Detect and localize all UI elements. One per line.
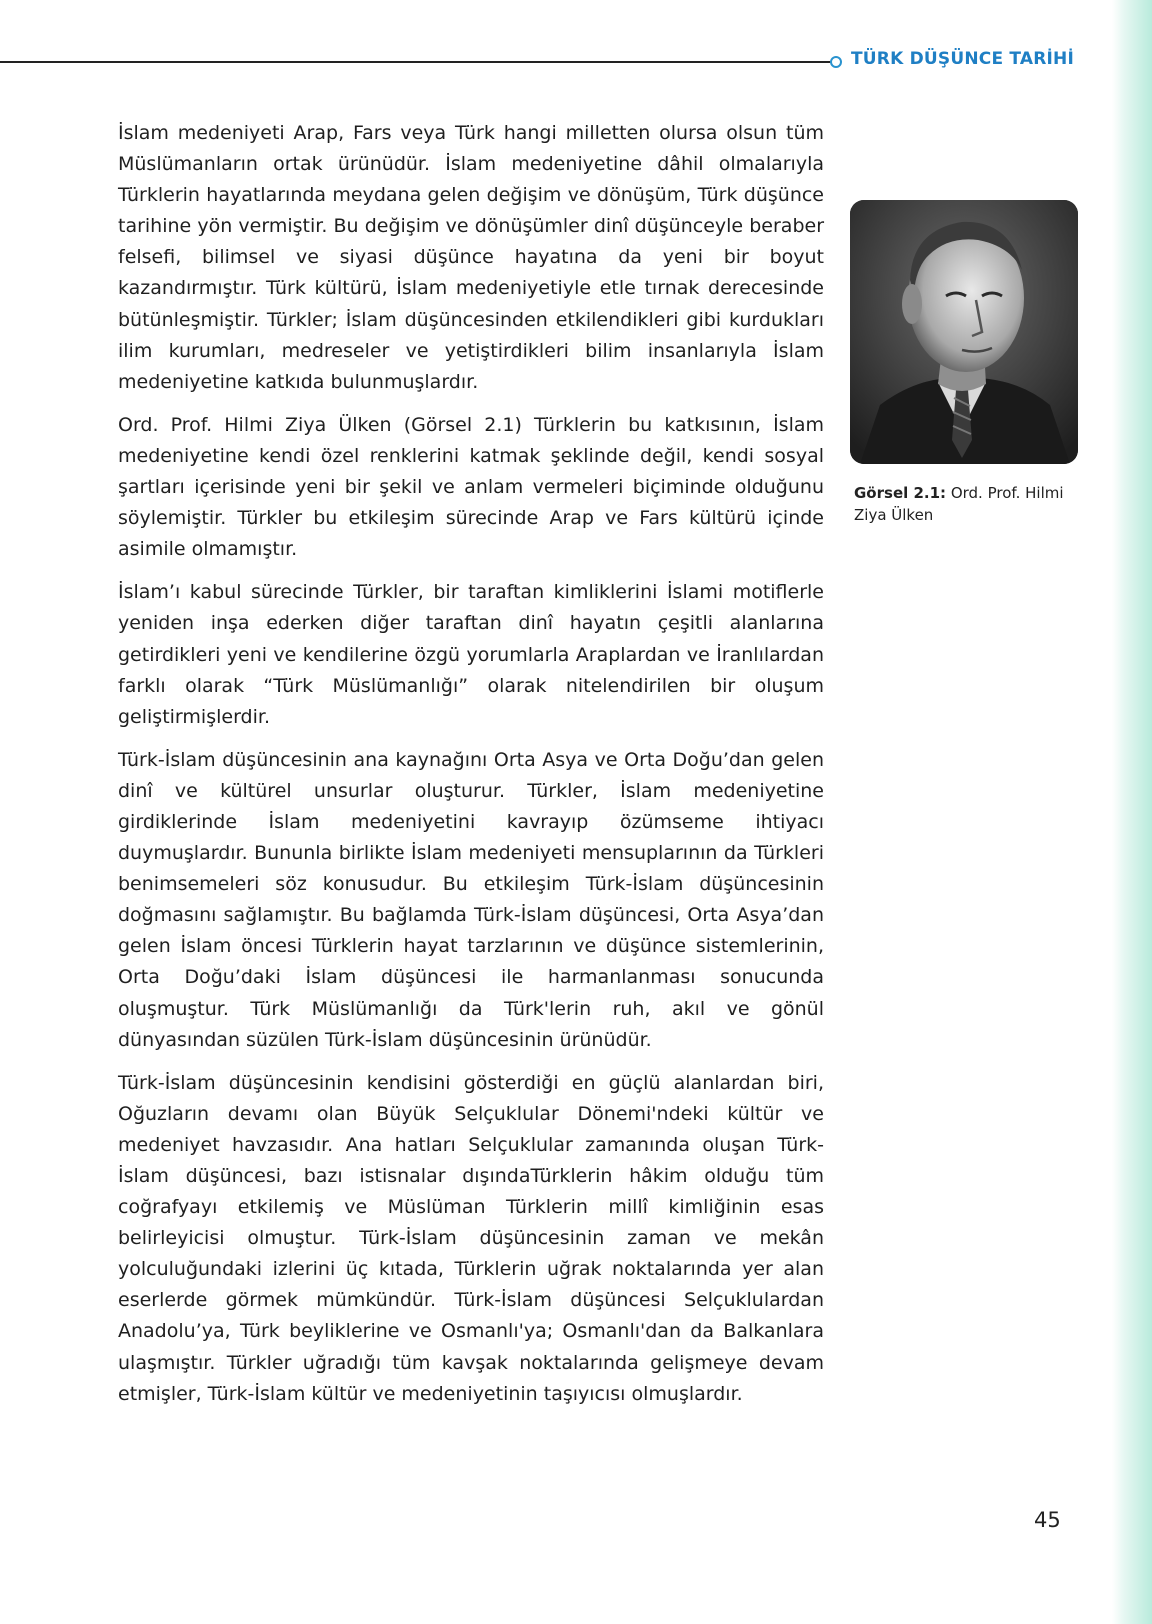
figure-caption-label: Görsel 2.1:	[854, 484, 947, 502]
figure-caption	[854, 482, 1084, 526]
portrait-photo	[850, 200, 1078, 464]
header-bullet-icon	[830, 56, 842, 68]
paragraph-1: İslam medeniyeti Arap, Fars veya Türk hangi milletten olursa olsun tüm Müslümanların ortak ürünüdür. İslam medeniyetine dâhil olmalarıyla Türklerin hayatlarında meydana gelen değişim ve dönüşüm, Türk düşünce tarihine yön vermiştir. Bu değişim ve dönüşümler dinî düşünceyle beraber felsefi, bilimsel ve siyasi düşünce hayatına da yeni bir boyut kazandırmıştır. Türk kültürü, İslam medeniyetiyle etle tırnak derecesinde bütünleşmiştir. Türkler; İslam düşüncesinden etkilendikleri gibi kurdukları ilim kurumları, medreseler ve yetiştirdikleri bilim insanlarıyla İslam medeniyetine katkıda bulunmuşlardır.	[118, 122, 824, 393]
paragraph-5: Türk-İslam düşüncesinin kendisini gösterdiği en güçlü alanlardan biri, Oğuzların devamı olan Büyük Selçuklular Dönemi'ndeki kültür ve medeniyet havzasıdır. Ana hatları Selçuklular zamanında oluşan Türk-İslam düşüncesi, bazı istisnalar dışındaTürklerin hâkim olduğu tüm coğrafyayı etkilemiş ve Müslüman Türklerin millî kimliğinin esas belirleyicisi olmuştur. Türk-İslam düşüncesinin zaman ve mekân yolculuğundaki izlerini üç kıtada, Türklerin uğrak noktalarında yer alan eserlerde görmek mümkündür. Türk-İslam düşüncesi Selçuklulardan Anadolu’ya, Türk beyliklerine ve Osmanlı'ya; Osmanlı'dan da Balkanlara ulaşmıştır. Türkler uğradığı tüm kavşak noktalarında gelişmeye devam etmişler, Türk-İslam kültür ve medeniyetinin taşıyıcısı olmuşlardır.	[118, 1071, 824, 1405]
figure-caption-text: Ord. Prof. Hilmi Ziya Ülken	[854, 484, 1064, 524]
header-rule	[0, 61, 832, 63]
side-accent-bar	[1112, 0, 1152, 1624]
portrait-photo-icon	[850, 200, 1078, 464]
body-text	[118, 118, 824, 1422]
paragraph-2: Ord. Prof. Hilmi Ziya Ülken (Görsel 2.1) Türklerin bu katkısının, İslam medeniyetine kendi özel renklerini katmak şeklinde değil, kendi sosyal şartları içerisinde yeni bir şekil ve anlam vermeleri biçiminde olduğunu söylemiştir. Türkler bu etkileşim sürecinde Arap ve Fars kültürü içinde asimile olmamıştır.	[118, 413, 824, 561]
running-header-title: TÜRK DÜŞÜNCE TARİHİ	[851, 49, 1074, 69]
paragraph-3: İslam’ı kabul sürecinde Türkler, bir taraftan kimliklerini İslami motiflerle yeniden inşa ederken diğer taraftan dinî hayatın çeşitli alanlarına getirdikleri yeni ve kendilerine özgü yorumlarla Araplardan ve İranlılardan farklı olarak “Türk Müslümanlığı” olarak nitelendirilen bir oluşum geliştirmişlerdir.	[118, 581, 824, 728]
page-number: 45	[1034, 1508, 1061, 1532]
paragraph-4: Türk-İslam düşüncesinin ana kaynağını Orta Asya ve Orta Doğu’dan gelen dinî ve kültürel unsurlar oluşturur. Türkler, İslam medeniyetine girdiklerinde İslam medeniyetini kavrayıp özümseme ihtiyacı duymuşlardır. Bununla birlikte İslam medeniyeti mensuplarının da Türkleri benimsemeleri söz konusudur. Bu etkileşim Türk-İslam düşüncesinin doğmasını sağlamıştır. Bu bağlamda Türk-İslam düşüncesi, Orta Asya’dan gelen İslam öncesi Türklerin hayat tarzlarının ve düşünce sistemlerinin, Orta Doğu’daki İslam düşüncesi ile harmanlanması sonucunda oluşmuştur. Türk Müslümanlığı da Türk'lerin ruh, akıl ve gönül dünyasından süzülen Türk-İslam düşüncesinin ürünüdür.	[118, 748, 824, 1051]
